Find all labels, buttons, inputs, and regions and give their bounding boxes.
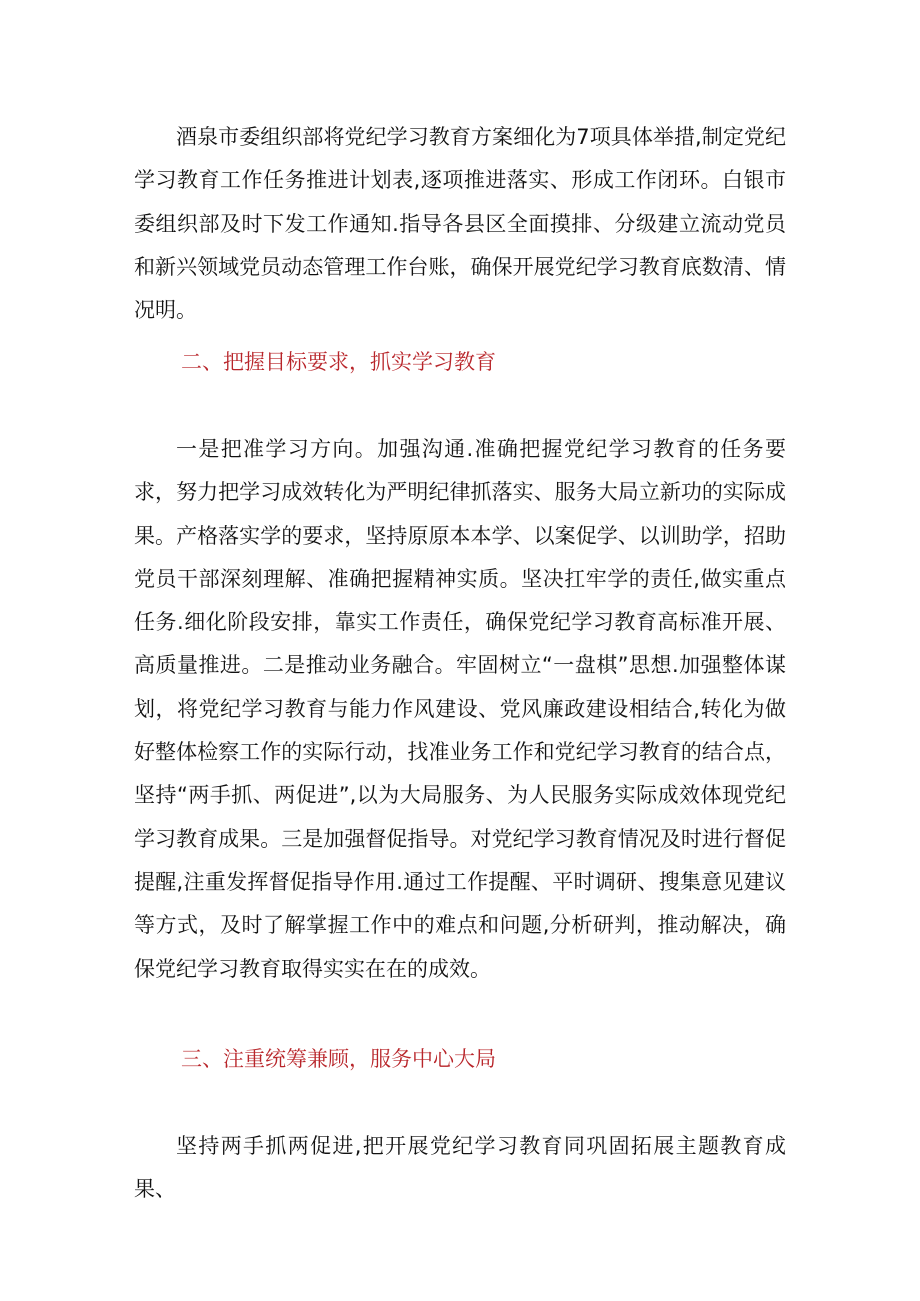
body-paragraph-3: 坚持两手抓两促进,把开展党纪学习教育同巩固拓展主题教育成果、 xyxy=(134,1134,786,1202)
section-heading-3: 三、注重统筹兼顾，服务中心大局 xyxy=(181,1047,496,1071)
body-paragraph-1: 酒泉市委组织部将党纪学习教育方案细化为7项具体举措,制定党纪学习教育工作任务推进计划表,逐项推进落实、形成工作闭环。白银市委组织部及时下发工作通知.指导各县区全面摸排、分级建立流动党员和新兴领域党员动态管理工作台账，确保开展党纪学习教育底数清、情况明。 xyxy=(134,125,786,323)
body-paragraph-2: 一是把准学习方向。加强沟通.准确把握党纪学习教育的任务要求，努力把学习成效转化为严明纪律抓落实、服务大局立新功的实际成果。产格落实学的要求，坚持原原本本学、以案促学、以训助学，招助党员干部深刻理解、准确把握精神实质。坚决扛牢学的责任,做实重点任务.细化阶段安排，靠实工作责任，确保党纪学习教育高标准开展、高质量推进。二是推动业务融合。牢固树立“一盘棋”思想.加强整体谋划，将党纪学习教育与能力作风建设、党风廉政建设相结合,转化为做好整体检察工作的实际行动，找准业务工作和党纪学习教育的结合点，坚持“两手抓、两促进”,以为大局服务、为人民服务实际成效体现党纪学习教育成果。三是加强督促指导。对党纪学习教育情况及时进行督促提醒,注重发挥督促指导作用.通过工作提醒、平时调研、搜集意见建议等方式，及时了解掌握工作中的难点和问题,分析研判，推动解决，确保党纪学习教育取得实实在在的成效。 xyxy=(134,437,786,981)
section-heading-2: 二、把握目标要求，抓实学习教育 xyxy=(181,350,496,374)
